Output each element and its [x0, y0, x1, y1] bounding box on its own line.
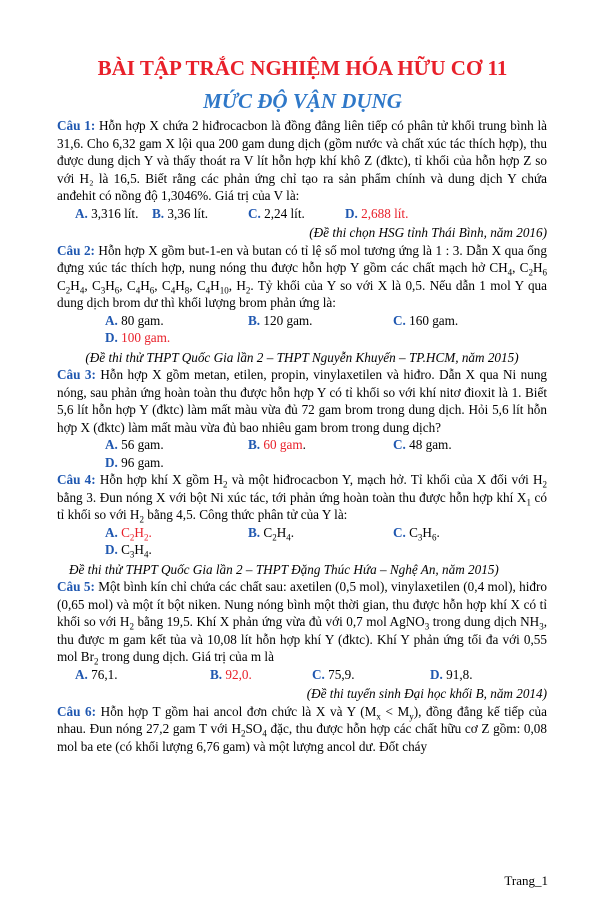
question-2: Câu 2: Hỗn hợp X gồm but-1-en và butan có tỉ lệ số mol tương ứng là 1 : 3. Dẫn X qua ống đựng xúc tác thích hợp, nung nóng thu được hỗn hợp Y gồm các chất mạch hở $CH_4$, $C_2H_6$ $C_2H_4$, $C_3H_6$, $C_4H_6$, $C_4H_8$, $C_4H_{10}$, $H_2$. Tỷ khối của Y so với X là 0,5. Nếu dẫn 1 mol Y qua dung dịch brom dư thì khối lượng brom phản ứng là:	[57, 242, 548, 310]
question-3: Câu 3: Hỗn hợp X gồm metan, etilen, propin, vinylaxetilen và hiđro. Dẫn X qua Ni nung nóng, sau phản ứng hoàn toàn thu được hỗn hợp Y có tỉ khối so với khí nitơ đioxit là 1. Biết 5,6 lít hỗn hợp Y (đktc) làm mất màu vừa đủ 72 gam brom trong dung dịch. Hỏi 5,6 lít hỗn hợp X (đktc) làm mất màu vừa đủ bao nhiêu gam brom trong dung dịch?	[57, 367, 548, 435]
question-1	[57, 117, 547, 205]
option-b: B. $C_2H_4$.	[248, 524, 295, 543]
question-source: (Đề thi chọn HSG tỉnh Thái Bình, năm 2016)	[309, 225, 547, 240]
option-b: B. 92,0.	[210, 666, 252, 682]
question-4: Câu 4: Hỗn hợp khí X gồm $H_2$ và một hiđrocacbon Y, mạch hở. Tỉ khối của X đối với $H_2$ bằng 3. Đun nóng X với bột Ni xúc tác, tới phản ứng hoàn toàn thu được hỗn hợp khí $X_1$ có tỉ khối so với $H_2$ bằng 4,5. Công thức phân tử của Y là:	[57, 472, 548, 525]
page-number: Trang_1	[504, 873, 548, 888]
option-a: A. $C_2H_2$.	[105, 524, 152, 543]
question-5: Câu 5: Một bình kín chỉ chứa các chất sau: axetilen (0,5 mol), vinylaxetilen (0,4 mol), hiđro (0,65 mol) và một ít bột niken. Nung nóng bình một thời gian, thu được hỗn hợp khí X có tỉ khối so với $H_2$ bằng 19,5. Khí X phản ứng vừa đủ với 0,7 mol AgNO$_3$ trong dung dịch $NH_3$, thu được m gam kết tủa và 10,08 lít hỗn hợp khí Y (đktc). Khí Y phản ứng tối đa với 0,55 mol $Br_2$ trong dung dịch. Giá trị của m là	[57, 579, 547, 667]
option-c: C. 160 gam.	[393, 312, 459, 328]
option-c: C. $C_3H_6$.	[393, 524, 440, 543]
question-text: Hỗn hợp X chứa 2 hiđrocacbon là đồng đẳng liên tiếp có phân tử khối trung bình là 31,6. Cho 6,32 gam X lội qua 200 gam dung dịch (gồm nước và chất xúc tác thích hợp), thu được dung dịch Y và thấy thoát ra V lít hỗn hợp khí khô Z (đktc), tỉ khối của hỗn hợp Z so với H₂ là 16,5. Biết rằng các phản ứng chỉ tạo ra sản phẩm chính và dung dịch Y chứa anđehit có nồng độ 1,3046%. Giá trị của V là:	[57, 118, 547, 203]
answer-options	[57, 312, 547, 330]
answer-options	[57, 205, 547, 223]
question-label: Câu 1:	[57, 118, 96, 133]
option-c: C. 48 gam.	[393, 437, 452, 452]
question-source: (Đề thi tuyển sinh Đại học khối B, năm 2014)	[306, 686, 547, 701]
option-a: A. 56 gam.	[105, 437, 164, 452]
document-subtitle: MỨC ĐỘ VẬN DỤNG	[203, 89, 402, 113]
answer-options-row2	[57, 329, 547, 347]
option-c: C. 75,9.	[312, 666, 355, 682]
option-c: C. 2,24 lít.	[248, 205, 305, 221]
answer-options	[57, 666, 547, 684]
answer-options-row2	[57, 541, 547, 559]
question-6: Câu 6: Hỗn hợp T gồm hai ancol đơn chức là X và Y $(M_x < M_y)$, đồng đẳng kế tiếp của nhau. Đun nóng 27,2 gam T với $H_2SO_4$ đặc, thu được hỗn hợp các chất hữu cơ Z gồm: 0,08 mol ba ete (có khối lượng 6,76 gam) và một lượng ancol dư. Đốt cháy	[57, 703, 547, 754]
option-d: D. 100 gam.	[105, 330, 171, 345]
question-source: (Đề thi thử THPT Quốc Gia lần 2 – THPT Nguyễn Khuyến – TP.HCM, năm 2015)	[85, 349, 519, 365]
document-title: BÀI TẬP TRẮC NGHIỆM HÓA HỮU CƠ 11	[97, 56, 508, 80]
answer-options	[57, 524, 547, 542]
answer-options	[57, 436, 547, 454]
option-a: A. 76,1.	[75, 666, 118, 682]
option-d: D. 91,8.	[430, 666, 473, 682]
option-d: D. $C_3H_4$.	[105, 542, 152, 560]
option-b: B. 3,36 lít.	[152, 205, 209, 221]
option-b: B. 60 gam.	[248, 437, 306, 452]
option-b: B. 120 gam.	[248, 312, 313, 328]
option-a: A. 80 gam.	[105, 312, 164, 328]
option-d: D. 96 gam.	[105, 454, 164, 470]
answer-options-row2	[57, 454, 547, 472]
option-d: D. 2,688 lít.	[345, 205, 409, 221]
question-source: Đề thi thử THPT Quốc Gia lần 2 – THPT Đặng Thúc Hứa – Nghệ An, năm 2015)	[69, 561, 499, 577]
option-a: A. 3,316 lít.	[75, 205, 139, 221]
question-list	[57, 117, 547, 755]
